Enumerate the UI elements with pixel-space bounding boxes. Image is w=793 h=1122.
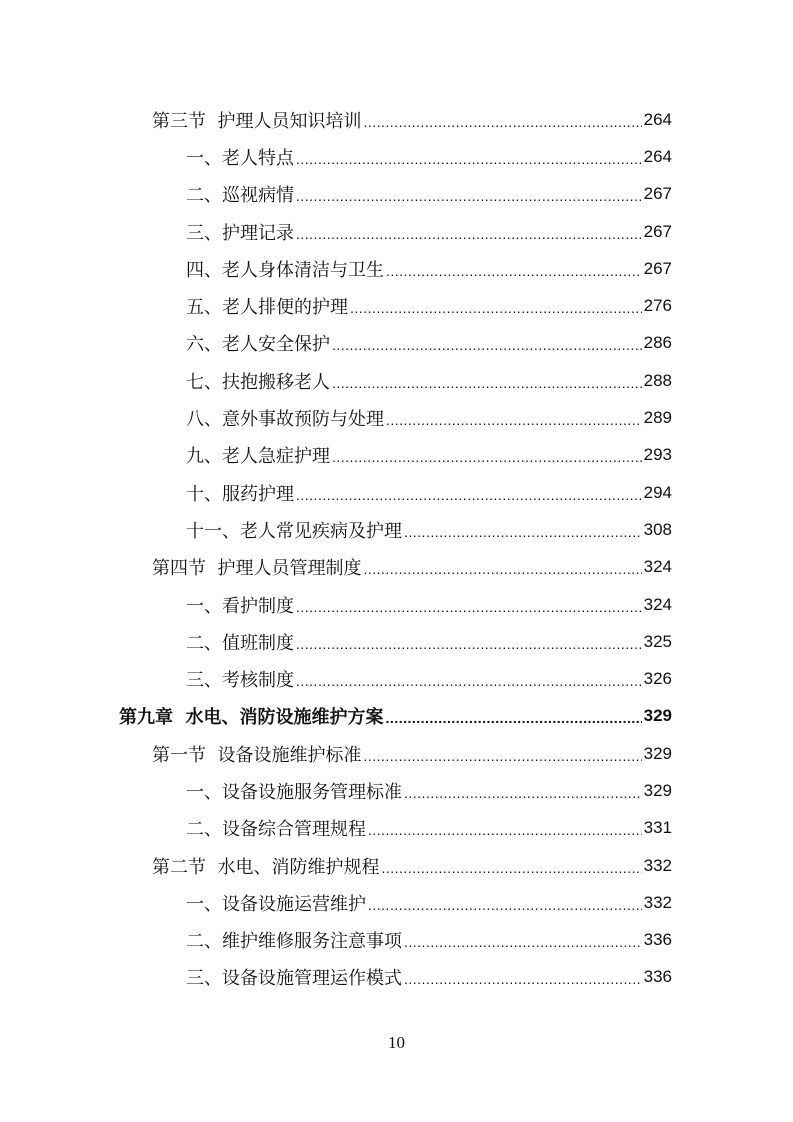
- toc-entry-page: 264: [643, 146, 672, 166]
- toc-entry-content: [152, 554, 672, 580]
- toc-entry-page: 286: [643, 333, 672, 353]
- toc-leader-dots: [332, 448, 642, 466]
- toc-leader-dots: [296, 672, 642, 690]
- toc-entry-title: 六、老人安全保护: [186, 334, 330, 356]
- toc-entry-title: 一、设备设施运营维护: [186, 893, 366, 915]
- toc-entry-page: 324: [643, 557, 672, 577]
- toc-entry-title: 第九章 水电、消防设施维护方案: [119, 707, 384, 729]
- toc-subsection-entry[interactable]: [0, 325, 793, 362]
- toc-entry-page: 329: [643, 780, 672, 800]
- toc-subsection-entry[interactable]: [0, 623, 793, 660]
- toc-section-entry[interactable]: [0, 847, 793, 884]
- toc-subsection-entry[interactable]: [0, 362, 793, 399]
- toc-subsection-entry[interactable]: [0, 287, 793, 324]
- toc-entry-content: [186, 890, 672, 916]
- toc-entry-title: 一、看护制度: [186, 595, 294, 617]
- toc-entry-title: 二、维护维修服务注意事项: [186, 931, 402, 953]
- toc-leader-dots: [404, 784, 642, 802]
- toc-entry-title: 三、考核制度: [186, 670, 294, 692]
- toc-subsection-entry[interactable]: [0, 138, 793, 175]
- toc-entry-content: [152, 107, 672, 133]
- toc-section-entry[interactable]: [0, 101, 793, 138]
- toc-entry-page: 324: [643, 594, 672, 614]
- toc-entry-content: [119, 703, 672, 729]
- toc-entry-page: 325: [643, 631, 672, 651]
- toc-entry-page: 289: [643, 408, 672, 428]
- toc-entry-content: [186, 219, 672, 245]
- toc-leader-dots: [368, 821, 642, 839]
- toc-entry-content: [186, 815, 672, 841]
- toc-subsection-entry[interactable]: [0, 511, 793, 548]
- toc-leader-dots: [350, 299, 642, 317]
- toc-entry-page: 288: [643, 370, 672, 390]
- toc-leader-dots: [363, 560, 641, 578]
- toc-entry-title: 二、巡视病情: [186, 185, 294, 207]
- toc-entry-title: 二、值班制度: [186, 632, 294, 654]
- toc-entry-page: 332: [643, 855, 672, 875]
- toc-leader-dots: [296, 187, 642, 205]
- toc-leader-dots: [386, 709, 642, 727]
- toc-entry-title: 第二节 水电、消防维护规程: [152, 856, 380, 878]
- toc-entry-title: 五、老人排便的护理: [186, 297, 348, 319]
- toc-entry-content: [186, 256, 672, 282]
- toc-leader-dots: [296, 486, 642, 504]
- toc-entry-title: 第三节 护理人员知识培训: [152, 110, 362, 132]
- toc-entry-page: 331: [643, 818, 672, 838]
- toc-subsection-entry[interactable]: [0, 772, 793, 809]
- toc-entry-content: [186, 629, 672, 655]
- toc-entry-content: [186, 442, 672, 468]
- toc-entry-content: [186, 666, 672, 692]
- toc-entry-title: 三、护理记录: [186, 222, 294, 244]
- toc-leader-dots: [296, 225, 642, 243]
- toc-section-entry[interactable]: [0, 735, 793, 772]
- toc-entry-title: 十一、老人常见疾病及护理: [186, 520, 402, 542]
- toc-entry-content: [186, 368, 672, 394]
- toc-subsection-entry[interactable]: [0, 586, 793, 623]
- toc-entry-title: 二、设备综合管理规程: [186, 819, 366, 841]
- toc-subsection-entry[interactable]: [0, 660, 793, 697]
- toc-leader-dots: [332, 336, 642, 354]
- toc-entry-title: 七、扶抱搬移老人: [186, 371, 330, 393]
- toc-entry-page: 267: [643, 258, 672, 278]
- toc-subsection-entry[interactable]: [0, 959, 793, 996]
- toc-entry-content: [186, 964, 672, 990]
- toc-section-entry[interactable]: [0, 549, 793, 586]
- toc-subsection-entry[interactable]: [0, 250, 793, 287]
- toc-entry-page: 276: [643, 296, 672, 316]
- toc-entry-page: 308: [643, 519, 672, 539]
- toc-leader-dots: [386, 262, 642, 280]
- toc-subsection-entry[interactable]: [0, 922, 793, 959]
- toc-subsection-entry[interactable]: [0, 474, 793, 511]
- toc-entry-page: 267: [643, 221, 672, 241]
- toc-entry-page: 294: [643, 482, 672, 502]
- toc-leader-dots: [332, 374, 642, 392]
- toc-subsection-entry[interactable]: [0, 810, 793, 847]
- toc-entry-content: [186, 144, 672, 170]
- toc-entry-title: 十、服药护理: [186, 483, 294, 505]
- toc-entry-page: 329: [643, 743, 672, 763]
- toc-entry-content: [186, 517, 672, 543]
- toc-leader-dots: [404, 523, 642, 541]
- toc-leader-dots: [381, 859, 641, 877]
- toc-entry-content: [186, 778, 672, 804]
- toc-entry-title: 第一节 设备设施维护标准: [152, 744, 362, 766]
- toc-entry-content: [152, 741, 672, 767]
- toc-entry-content: [186, 330, 672, 356]
- toc-subsection-entry[interactable]: [0, 399, 793, 436]
- toc-entry-title: 九、老人急症护理: [186, 446, 330, 468]
- toc-leader-dots: [363, 747, 641, 765]
- toc-subsection-entry[interactable]: [0, 213, 793, 250]
- toc-entry-title: 三、设备设施管理运作模式: [186, 968, 402, 990]
- toc-leader-dots: [296, 150, 642, 168]
- page-number: 10: [388, 1033, 405, 1052]
- toc-entry-content: [186, 480, 672, 506]
- toc-leader-dots: [404, 933, 642, 951]
- toc-leader-dots: [386, 411, 642, 429]
- toc-entry-content: [186, 405, 672, 431]
- toc-entry-page: 332: [643, 892, 672, 912]
- toc-subsection-entry[interactable]: [0, 176, 793, 213]
- toc-entry-content: [152, 853, 672, 879]
- toc-entry-title: 一、老人特点: [186, 147, 294, 169]
- toc-entry-title: 四、老人身体清洁与卫生: [186, 259, 384, 281]
- toc-entry-title: 八、意外事故预防与处理: [186, 409, 384, 431]
- toc-entry-page: 336: [643, 930, 672, 950]
- toc-entry-content: [186, 592, 672, 618]
- toc-chapter-entry[interactable]: [0, 698, 793, 735]
- toc-subsection-entry[interactable]: [0, 437, 793, 474]
- toc-entry-page: 326: [643, 669, 672, 689]
- toc-entry-content: [186, 927, 672, 953]
- toc-entry-page: 267: [643, 184, 672, 204]
- toc-entry-page: 293: [643, 445, 672, 465]
- table-of-contents: [0, 101, 793, 996]
- toc-entry-page: 264: [643, 109, 672, 129]
- toc-leader-dots: [363, 113, 641, 131]
- toc-entry-content: [186, 293, 672, 319]
- toc-leader-dots: [404, 970, 642, 988]
- toc-leader-dots: [296, 598, 642, 616]
- toc-entry-title: 一、设备设施服务管理标准: [186, 781, 402, 803]
- toc-leader-dots: [296, 635, 642, 653]
- toc-leader-dots: [368, 896, 642, 914]
- toc-entry-title: 第四节 护理人员管理制度: [152, 558, 362, 580]
- toc-entry-page: 336: [643, 967, 672, 987]
- toc-entry-page: 329: [643, 706, 672, 726]
- toc-entry-content: [186, 181, 672, 207]
- toc-subsection-entry[interactable]: [0, 884, 793, 921]
